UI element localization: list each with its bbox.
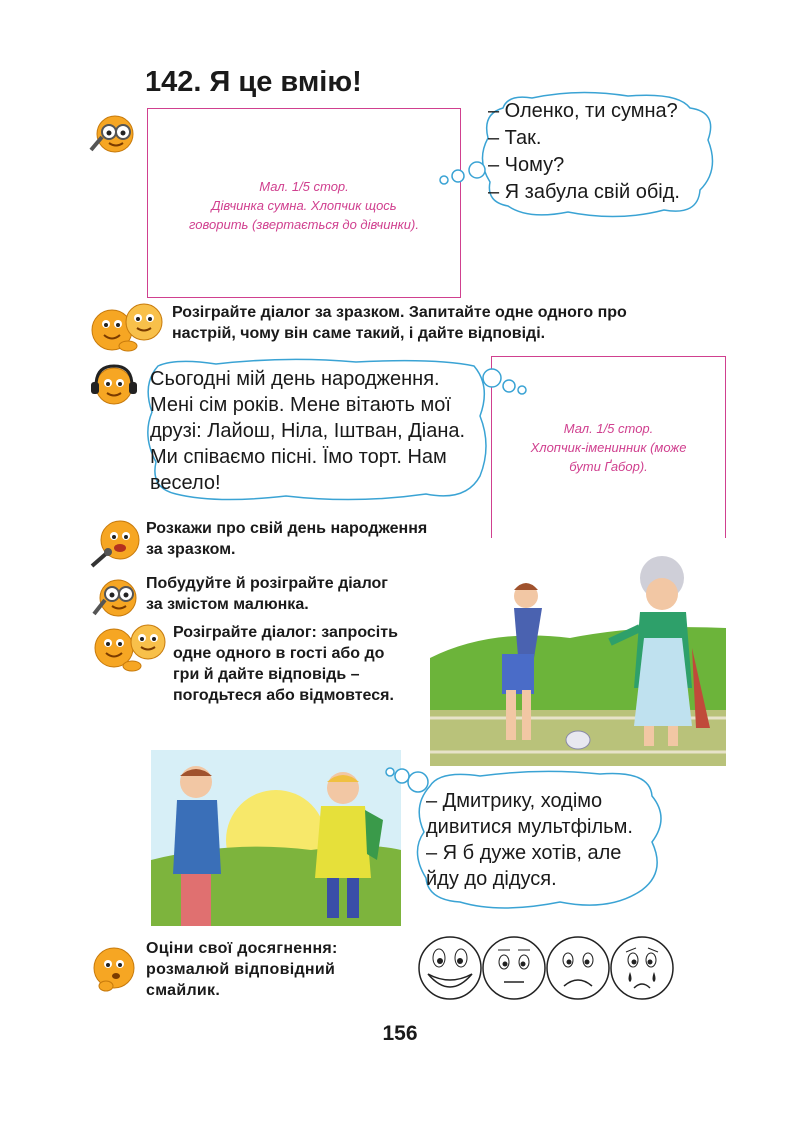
two-boys-illustration <box>151 750 401 926</box>
dialogue-line: йду до дідуся. <box>426 868 557 890</box>
crying-face-icon[interactable] <box>611 937 673 999</box>
task-line: Розіграйте діалог: запросіть <box>173 624 398 641</box>
neutral-face-icon[interactable] <box>483 937 545 999</box>
task-line: Розіграйте діалог за зразком. Запитайте одне одного про <box>172 304 627 321</box>
rating-faces <box>414 934 694 1004</box>
task-line: за змістом малюнка. <box>146 596 309 613</box>
magnifier-smiley-icon <box>85 112 143 162</box>
task-invite-roleplay <box>173 622 429 706</box>
placeholder-line: Дівчинка сумна. Хлопчик щось <box>211 198 397 213</box>
placeholder-line: говорить (звертається до дівчинки). <box>189 217 419 232</box>
sad-face-icon[interactable] <box>547 937 609 999</box>
task-line: Оціни свої досягнення: <box>146 940 338 957</box>
dialogue-line: дивитися мультфільм. <box>426 816 633 838</box>
headphones-smiley-icon <box>88 362 140 408</box>
invitation-dialogue <box>426 788 633 892</box>
placeholder-line: бути Ґабор). <box>569 459 648 474</box>
lesson-title: 142. Я це вмію! <box>145 66 362 98</box>
page-number: 156 <box>382 1022 418 1045</box>
story-line: Ми співаємо пісні. Їмо торт. Нам <box>150 446 447 468</box>
microphone-smiley-icon <box>86 518 144 570</box>
picture-placeholder-sad-girl <box>147 108 461 298</box>
story-text <box>150 366 465 496</box>
task-roleplay-mood <box>172 302 727 344</box>
dialogue-line: – Я забула свій обід. <box>488 181 680 203</box>
dialogue-line: – Я б дуже хотів, але <box>426 842 622 864</box>
story-line: Мені сім років. Мене вітають мої <box>150 394 451 416</box>
magnifier-smiley-icon <box>90 572 144 622</box>
dialogue-line: – Дмитрику, ходімо <box>426 790 603 812</box>
placeholder-line: Мал. 1/5 стор. <box>259 179 349 194</box>
task-line: погодьтеся або відмовтеся. <box>173 687 394 704</box>
placeholder-line: Мал. 1/5 стор. <box>563 421 654 436</box>
thinking-smiley-icon <box>90 944 138 996</box>
story-line: Сьогодні мій день народження. <box>150 368 440 390</box>
very-happy-face-icon[interactable] <box>419 937 481 999</box>
placeholder-line: Хлопчик-іменинник (може <box>530 440 687 455</box>
task-line: Побудуйте й розіграйте діалог <box>146 575 388 592</box>
task-build-dialogue <box>146 573 388 615</box>
dialogue-line: – Чому? <box>488 154 565 176</box>
grandmother-boy-illustration <box>430 538 726 766</box>
task-self-assess <box>146 938 386 1001</box>
story-line: весело! <box>150 472 221 494</box>
dialogue-line: – Оленко, ти сумна? <box>488 100 678 122</box>
task-line: за зразком. <box>146 541 236 558</box>
task-line: смайлик. <box>146 982 221 999</box>
story-line: друзі: Лайош, Ніла, Іштван, Діана. <box>150 420 466 442</box>
two-smileys-icon <box>92 622 170 674</box>
task-line: розмалюй відповідний <box>146 961 336 978</box>
dialogue-line: – Так. <box>488 127 542 149</box>
dialogue-text <box>488 98 680 206</box>
task-line: гри й дайте відповідь – <box>173 666 360 683</box>
task-line: настрій, чому він саме такий, і дайте відповіді. <box>172 325 546 342</box>
task-line: Розкажи про свій день народження <box>146 520 428 537</box>
two-smileys-icon <box>90 302 168 354</box>
task-line: одне одного в гості або до <box>173 645 385 662</box>
task-tell-birthday <box>146 518 427 560</box>
